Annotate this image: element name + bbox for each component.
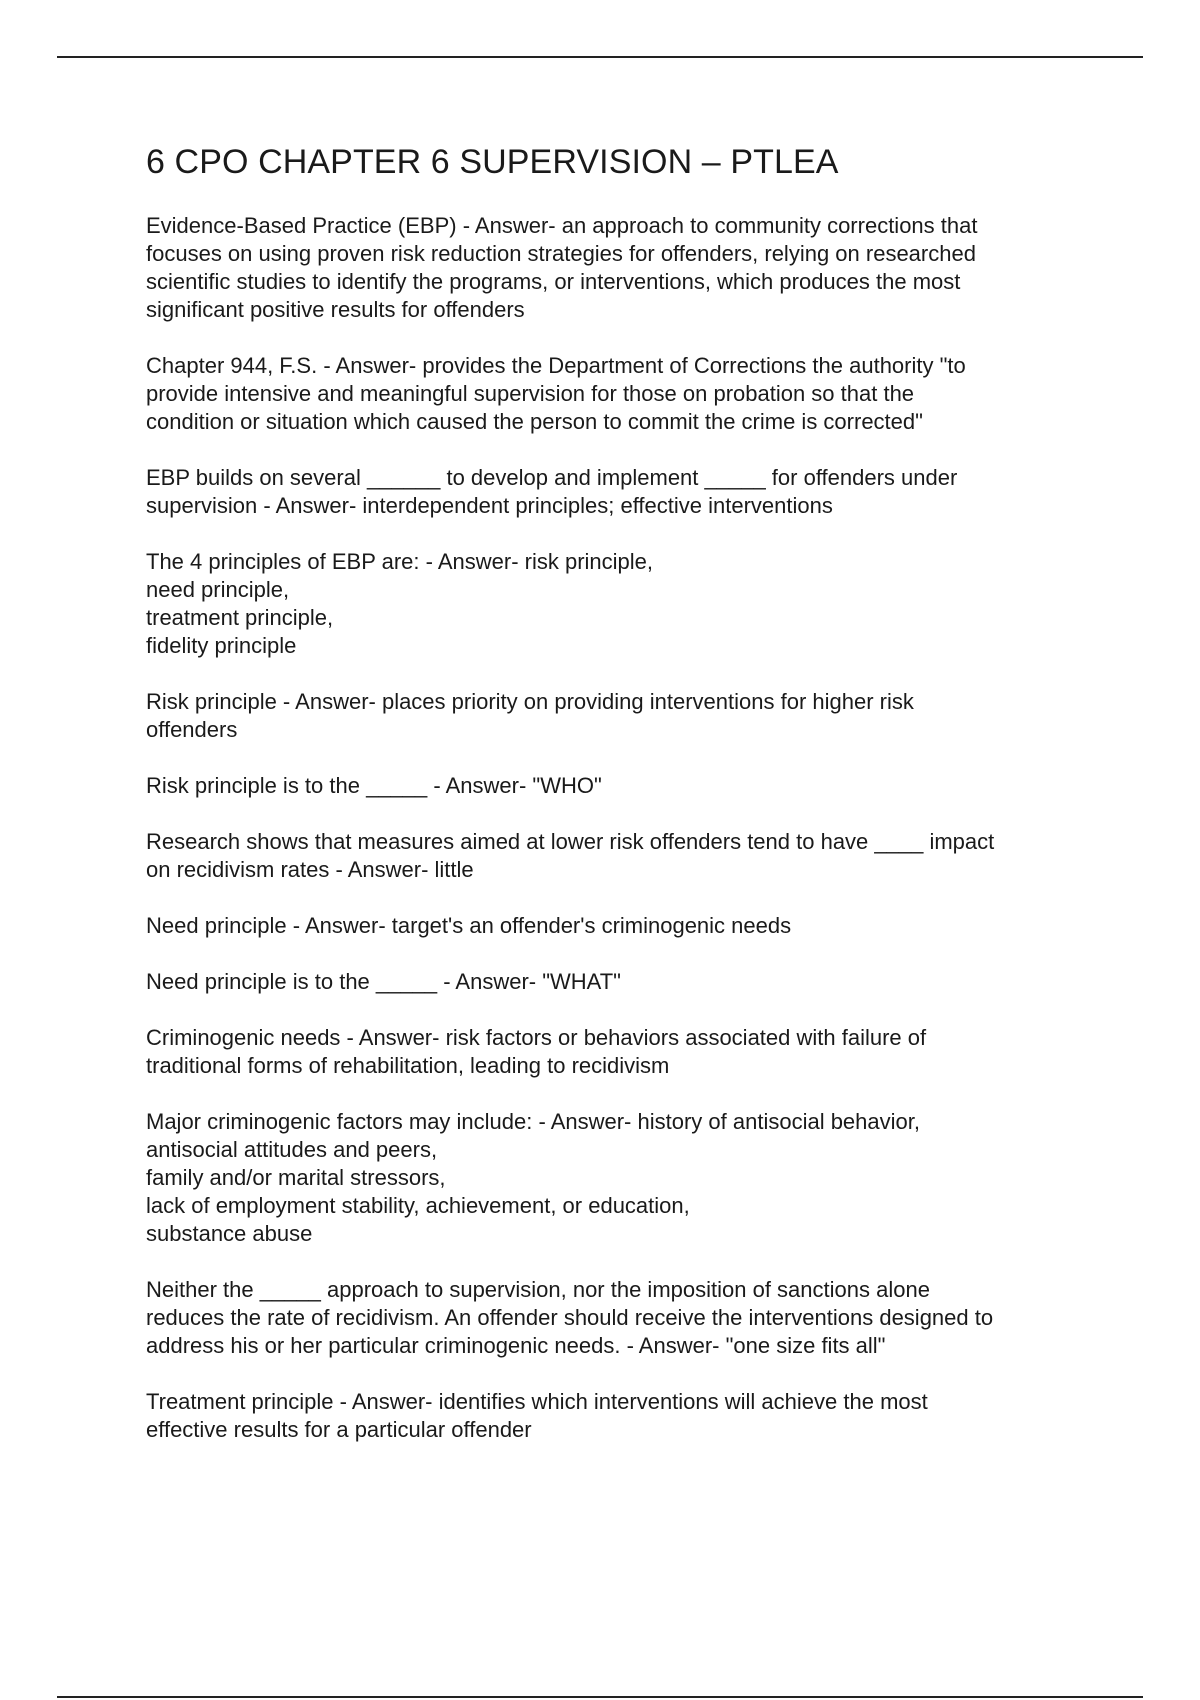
top-divider	[57, 56, 1143, 58]
flashcard-entry: EBP builds on several ______ to develop and implement _____ for offenders under supervision - Answer- interdependent principles; effective interventions	[146, 465, 958, 518]
flashcard-entry: Risk principle - Answer- places priority on providing interventions for higher risk offenders	[146, 689, 914, 742]
flashcard-entry: Chapter 944, F.S. - Answer- provides the Department of Corrections the authority "to provide intensive and meaningful supervision for those on probation so that the condition or situation which caused the person to commit the crime is corrected"	[146, 353, 966, 434]
flashcard-entry: Evidence-Based Practice (EBP) - Answer- an approach to community corrections that focuses on using proven risk reduction strategies for offenders, relying on researched scientific studies to identify the programs, or interventions, which produces the most significant positive results for offenders	[146, 213, 978, 322]
document-body	[146, 140, 1096, 1472]
flashcard-entry: Need principle is to the _____ - Answer- "WHAT"	[146, 969, 621, 994]
flashcard-entry: Criminogenic needs - Answer- risk factors or behaviors associated with failure of traditional forms of rehabilitation, leading to recidivism	[146, 1025, 927, 1078]
flashcard-entry: Need principle - Answer- target's an offender's criminogenic needs	[146, 913, 792, 938]
flashcard-entry: The 4 principles of EBP are: - Answer- risk principle, need principle, treatment principle, fidelity principle	[146, 549, 654, 658]
flashcard-entry: Major criminogenic factors may include: - Answer- history of antisocial behavior, antisocial attitudes and peers, family and/or marital stressors, lack of employment stability, achievement, or education, substance abuse	[146, 1109, 920, 1246]
page-title: 6 CPO CHAPTER 6 SUPERVISION – PTLEA	[146, 143, 839, 181]
flashcard-entry: Research shows that measures aimed at lower risk offenders tend to have ____ impact on recidivism rates - Answer- little	[146, 829, 995, 882]
flashcard-entry: Treatment principle - Answer- identifies which interventions will achieve the most effective results for a particular offender	[146, 1389, 928, 1442]
flashcard-entry: Neither the _____ approach to supervision, nor the imposition of sanctions alone reduces the rate of recidivism. An offender should receive the interventions designed to address his or her particular criminogenic needs. - Answer- "one size fits all"	[146, 1277, 994, 1358]
flashcard-entry: Risk principle is to the _____ - Answer- "WHO"	[146, 773, 602, 798]
bottom-divider	[57, 1696, 1143, 1698]
